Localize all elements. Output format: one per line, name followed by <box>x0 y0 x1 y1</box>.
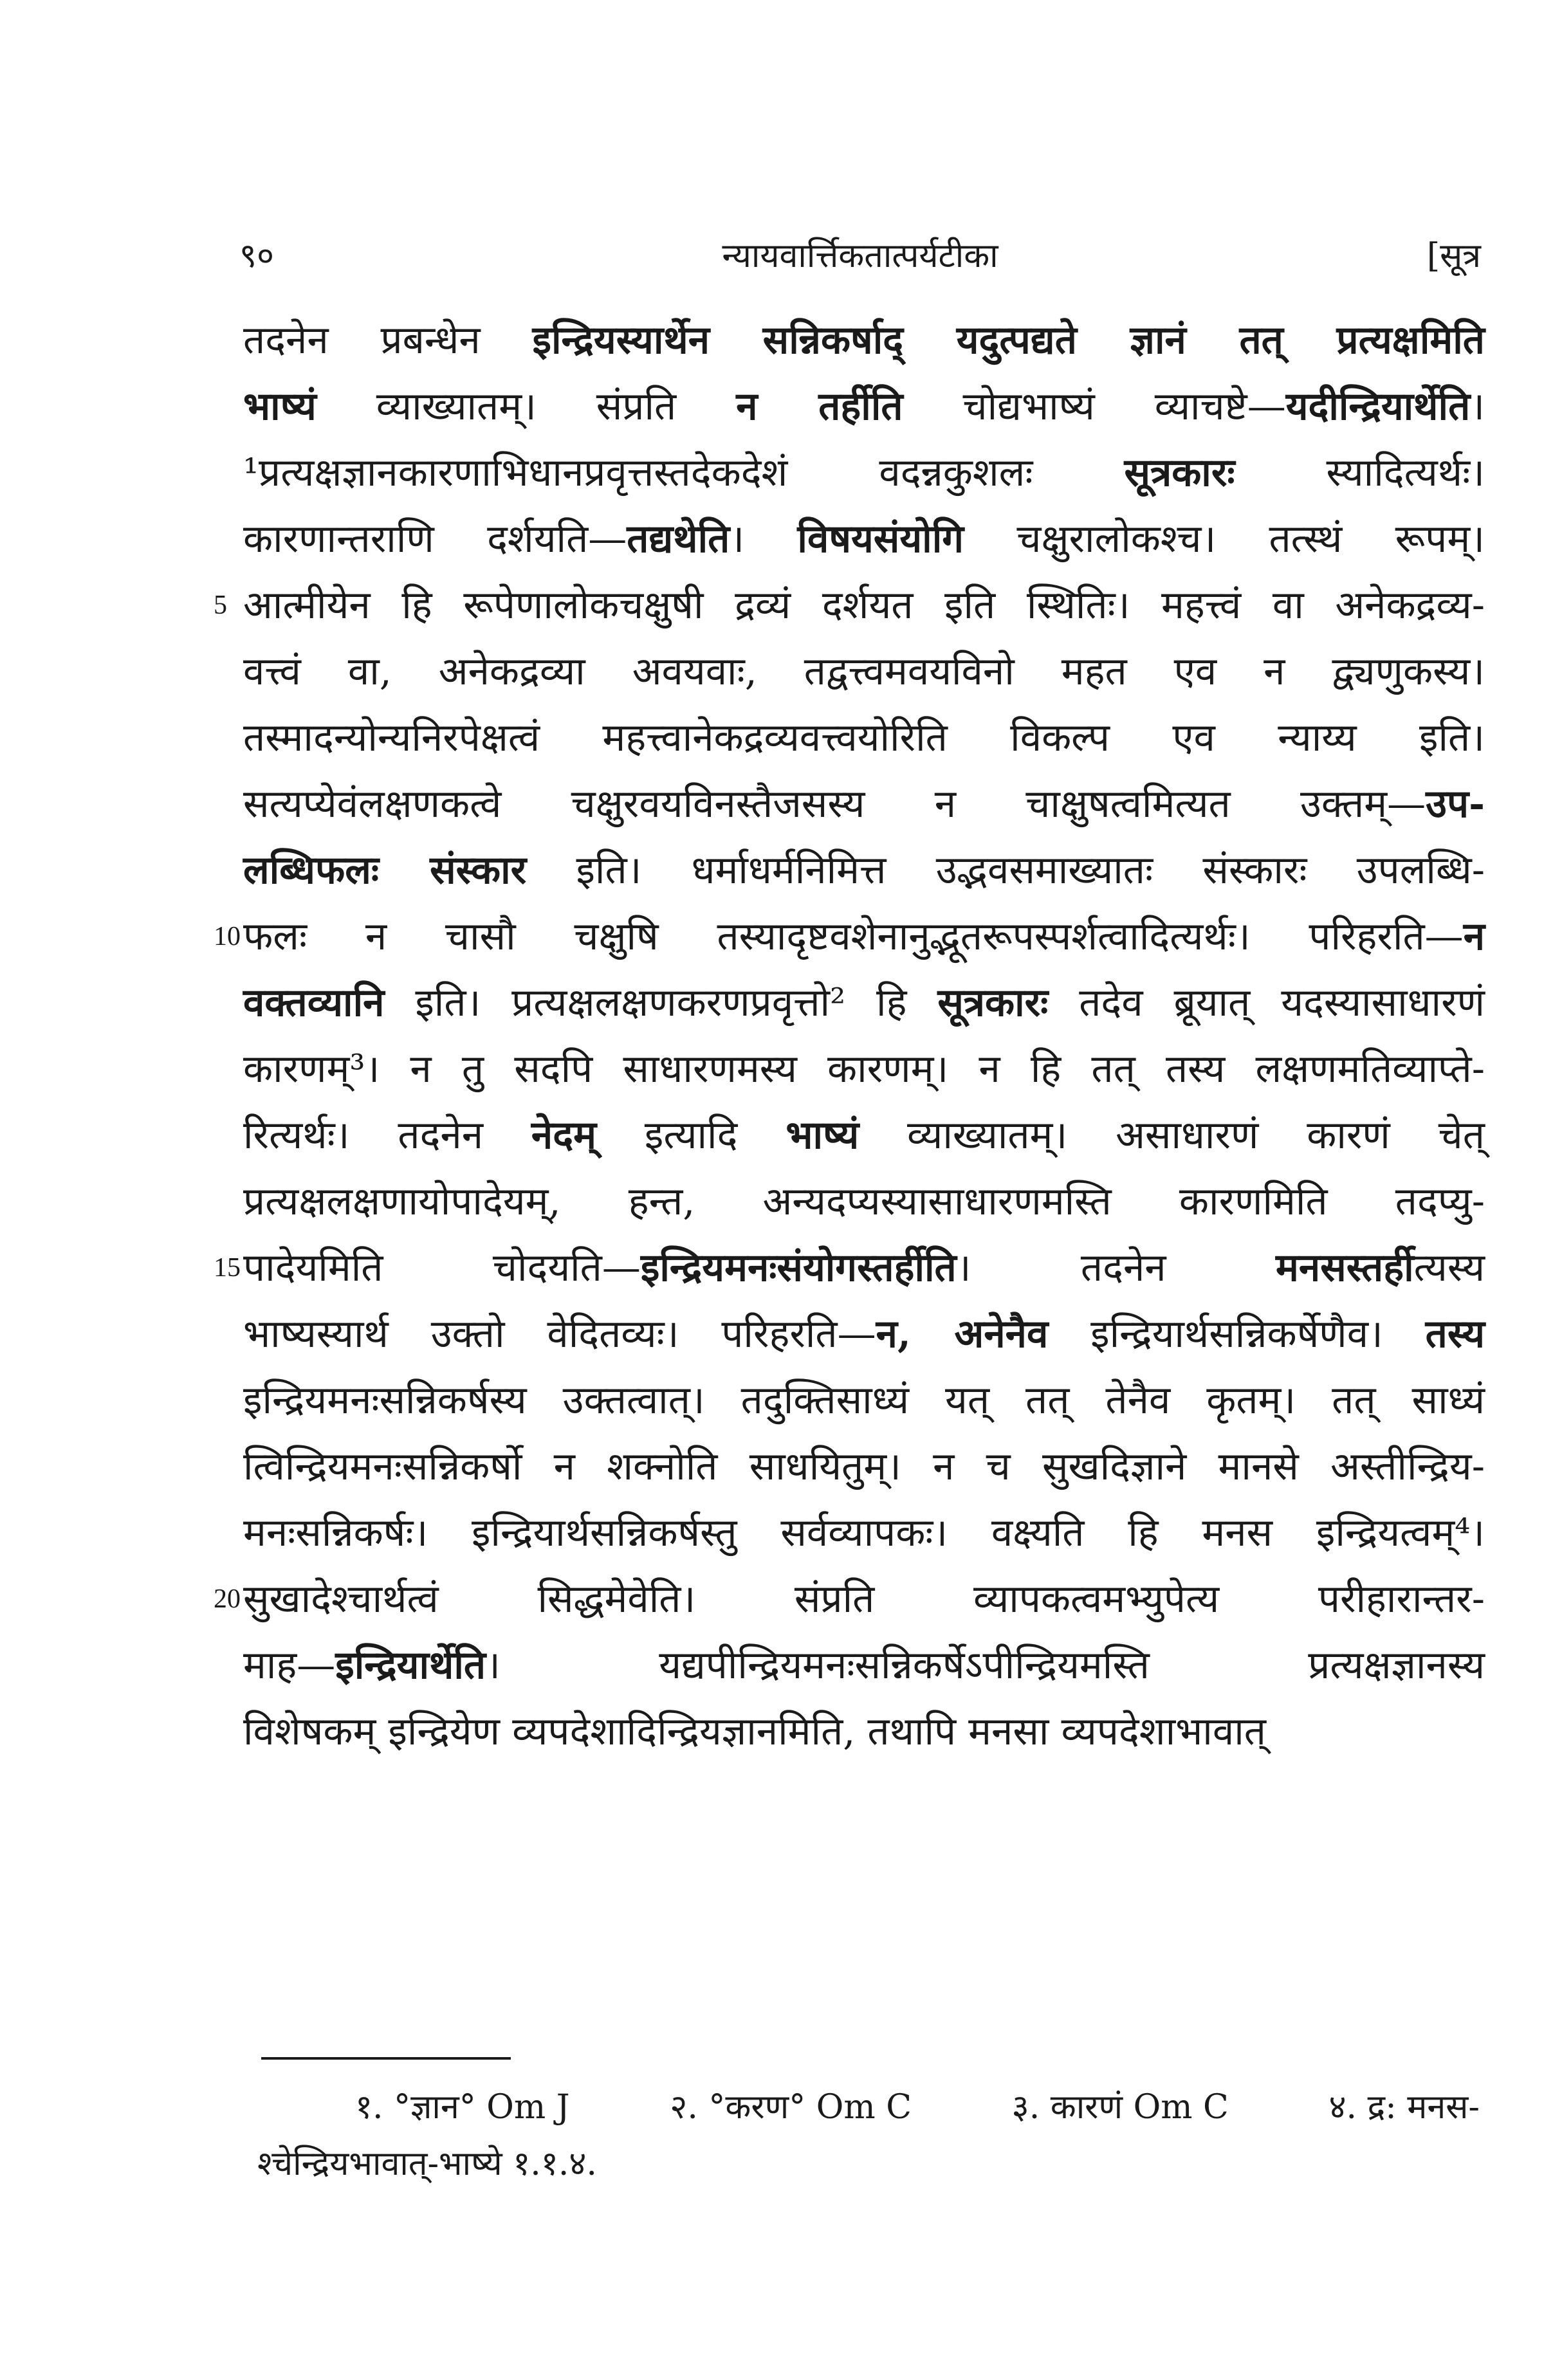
text-line <box>243 639 1485 705</box>
bold-term: नेदम् <box>531 1113 596 1158</box>
text-line <box>243 1368 1485 1434</box>
text-segment: तदेव ब्रूयात् यदस्यासाधारणं <box>1048 980 1485 1025</box>
text-line <box>243 1036 1485 1103</box>
bold-term: तस्य <box>1425 1312 1485 1357</box>
text-segment: व्याख्यातम्। संप्रति <box>316 384 737 429</box>
text-segment: माह— <box>243 1643 336 1688</box>
bold-term: भाष्यं <box>786 1113 859 1158</box>
footnote-1: १. °ज्ञान° Om J <box>355 2088 570 2127</box>
text-segment: स्यादित्यर्थः। <box>1235 450 1485 495</box>
bold-term: इन्द्रियस्यार्थेन सन्निकर्षाद् यदुत्पद्यते ज्ञानं तत् प्रत्यक्षमिति <box>532 318 1485 363</box>
text-line <box>243 440 1485 506</box>
text-line <box>243 771 1485 838</box>
bold-term: उप- <box>1426 782 1485 827</box>
bold-term: मनसस्तर्ही <box>1275 1245 1414 1290</box>
bold-term: न <box>1463 914 1485 959</box>
text-segment: तदनेन प्रबन्धेन <box>243 318 533 363</box>
bold-term: न, अनेनैव <box>876 1312 1049 1357</box>
text-segment: पादेयमिति चोदयति— <box>243 1245 641 1290</box>
footnote-4: ४. द्र: मनस- <box>1328 2088 1480 2127</box>
running-title: न्यायवार्त्तिकतात्पर्यटीका <box>722 237 998 275</box>
text-segment: विशेषकम् इन्द्रियेण व्यपदेशादिन्द्रियज्ञानमिति, तथापि मनसा व्यपदेशाभावात् <box>243 1709 1266 1754</box>
text-line <box>243 1301 1485 1368</box>
text-line <box>243 705 1485 771</box>
text-segment: इन्द्रियार्थसन्निकर्षेणैव। <box>1048 1312 1426 1357</box>
text-line <box>243 1169 1485 1235</box>
line-number: 10 <box>214 922 241 951</box>
text-segment: । <box>730 517 798 562</box>
bold-term: सूत्रकारः <box>1124 450 1235 495</box>
text-line <box>243 1434 1485 1500</box>
text-line <box>243 1633 1485 1699</box>
text-segment: वत्त्वं वा, अनेकद्रव्या अवयवाः, तद्वत्त्वमवयविनो महत एव न द्व्यणुकस्य। <box>243 649 1485 694</box>
text-segment: । तदनेन <box>956 1245 1276 1290</box>
text-segment: इति। प्रत्यक्षलक्षणकरणप्रवृत्तो² हि <box>384 980 938 1025</box>
section-marker: [सूत्र <box>1426 237 1481 275</box>
bold-term: यदीन्द्रियार्थेति <box>1285 384 1471 429</box>
text-line <box>243 970 1485 1036</box>
footnotes <box>257 2079 1480 2192</box>
text-line <box>243 374 1485 440</box>
text-segment: इति। धर्माधर्मनिमित्त उद्भवसमाख्यातः संस्कारः उपलब्धि- <box>526 848 1485 893</box>
text-segment: फलः न चासौ चक्षुषि तस्यादृष्टवशेनानुद्भूतरूपस्पर्शत्वादित्यर्थः। परिहरति— <box>243 914 1464 959</box>
text-segment: इत्यादि <box>596 1113 786 1158</box>
text-segment: व्याख्यातम्। असाधारणं कारणं चेत् <box>859 1113 1485 1158</box>
running-header <box>239 232 1481 283</box>
footnote-line <box>257 2079 1480 2136</box>
text-line <box>243 838 1485 904</box>
text-segment: इन्द्रियमनःसन्निकर्षस्य उक्तत्वात्। तदुक्तिसाध्यं यत् तत् तेनैव कृतम्। तत् साध्यं <box>243 1378 1485 1423</box>
bold-term: तद्यथेति <box>627 517 730 562</box>
text-line <box>243 1699 1485 1765</box>
text-line <box>214 1566 1485 1633</box>
bold-term: इन्द्रियार्थेति <box>335 1643 486 1688</box>
text-segment: आत्मीयेन हि रूपेणालोकचक्षुषी द्रव्यं दर्शयत इति स्थितिः। महत्त्वं वा अनेकद्रव्य- <box>243 583 1485 628</box>
footnote-continuation: श्चेन्द्रियभावात्-भाष्ये १.१.४. <box>257 2145 597 2183</box>
line-number: 5 <box>214 590 227 620</box>
page-number: ९० <box>239 237 275 275</box>
text-line <box>243 506 1485 572</box>
text-segment: भाष्यस्यार्थ उक्तो वेदितव्यः। परिहरति— <box>243 1312 876 1357</box>
text-segment: सत्यप्येवंलक्षणकत्वे चक्षुरवयविनस्तैजसस्य न चाक्षुषत्वमित्यत उक्तम्— <box>243 782 1426 827</box>
main-text <box>214 307 1485 1765</box>
line-number: 15 <box>214 1253 241 1283</box>
bold-term: लब्धिफलः संस्कार <box>243 848 527 893</box>
text-segment: मनःसन्निकर्षः। इन्द्रियार्थसन्निकर्षस्तु सर्वव्यापकः। वक्ष्यति हि मनस इन्द्रियत्वम्⁴। <box>243 1510 1485 1555</box>
text-segment: प्रत्यक्षलक्षणायोपादेयम्, हन्त, अन्यदप्यस्यासाधारणमस्ति कारणमिति तदप्यु- <box>243 1179 1485 1224</box>
text-segment: सुखादेश्चार्थत्वं सिद्धमेवेति। संप्रति व्यापकत्वमभ्युपेत्य परीहारान्तर- <box>243 1577 1485 1622</box>
text-segment: तस्मादन्योन्यनिरपेक्षत्वं महत्त्वानेकद्रव्यवत्त्वयोरिति विकल्प एव न्याय्य इति। <box>243 715 1485 760</box>
text-segment: कारणान्तराणि दर्शयति— <box>243 517 627 562</box>
bold-term: वक्तव्यानि <box>243 980 385 1025</box>
text-segment: । यद्यपीन्द्रियमनःसन्निकर्षेऽपीन्द्रियमस्ति प्रत्यक्षज्ञानस्य <box>486 1643 1485 1688</box>
text-line <box>214 904 1485 970</box>
footnote-3: ३. कारणं Om C <box>1011 2088 1229 2127</box>
text-segment: त्यस्य <box>1413 1245 1485 1290</box>
text-segment: त्विन्द्रियमनःसन्निकर्षो न शक्नोति साधयितुम्। न च सुखदिज्ञाने मानसे अस्तीन्द्रिय- <box>243 1444 1485 1489</box>
bold-term: इन्द्रियमनःसंयोगस्तर्हीति <box>640 1245 957 1290</box>
footnote-rule <box>261 2057 511 2060</box>
bold-term: भाष्यं <box>243 384 317 429</box>
footnote-2: २. °करण° Om C <box>670 2088 912 2127</box>
text-segment: रित्यर्थः। तदनेन <box>243 1113 531 1158</box>
bold-term: सूत्रकारः <box>937 980 1049 1025</box>
text-segment: कारणम्³। न तु सदपि साधारणमस्य कारणम्। न हि तत् तस्य लक्षणमतिव्याप्ते- <box>243 1047 1485 1092</box>
text-segment: चोद्यभाष्यं व्याचष्टे— <box>903 384 1286 429</box>
text-line <box>214 572 1485 639</box>
text-line <box>243 1103 1485 1169</box>
text-line <box>214 1235 1485 1301</box>
text-segment: । <box>1470 384 1485 429</box>
text-line <box>243 307 1485 374</box>
bold-term: विषयसंयोगि <box>797 517 964 562</box>
text-segment: ¹प्रत्यक्षज्ञानकारणाभिधानप्रवृत्तस्तदेकदेशं वदन्नकुशलः <box>243 450 1125 495</box>
text-segment: चक्षुरालोकश्च। तत्स्थं रूपम्। <box>964 517 1485 562</box>
line-number: 20 <box>214 1584 241 1614</box>
text-line <box>243 1500 1485 1566</box>
bold-term: न तर्हीति <box>736 384 903 429</box>
